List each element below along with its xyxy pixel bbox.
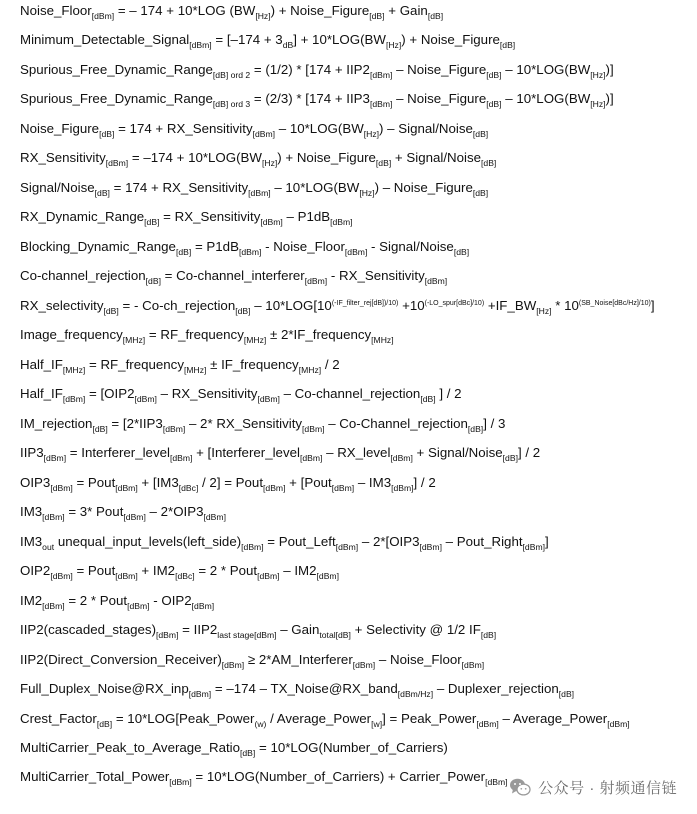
equation-text: – 2*[OIP3 — [358, 533, 420, 549]
subscript-unit: [dBm] — [50, 571, 73, 582]
equation-text: / 2 — [321, 356, 340, 372]
subscript-unit: [dB] — [486, 69, 502, 80]
equation-text: IIP3 — [20, 445, 44, 461]
equation-text: IM_rejection — [20, 415, 93, 431]
equation-text: – Noise_Floor — [375, 651, 462, 667]
equation-text: = P1dB — [191, 238, 239, 254]
equation-text: OIP3 — [20, 474, 51, 490]
subscript-unit: [dBm] — [419, 541, 442, 552]
subscript-unit: [dBm] — [299, 453, 323, 464]
equation-text: +IF_BW — [484, 297, 537, 313]
equation-text: Half_IF — [20, 386, 63, 402]
equation-text: = 174 + RX_Sensitivity — [109, 179, 249, 195]
equation-text: – IM2 — [279, 563, 317, 579]
equation-text: – Duplexer_rejection — [433, 681, 559, 697]
subscript-unit: [Hz] — [359, 187, 375, 198]
subscript-unit: [dB] ord 2 — [212, 69, 251, 80]
equation-text: = 2 * Pout — [64, 592, 128, 608]
subscript-unit: [dBm] — [241, 541, 264, 552]
subscript-unit: [dBm] — [607, 718, 630, 729]
equation-line — [20, 266, 447, 287]
equation-line — [20, 709, 630, 730]
equation-text: = RF_frequency — [145, 327, 244, 343]
equation-text: – RX_Sensitivity — [156, 386, 258, 402]
subscript-unit: [dB] — [420, 394, 436, 405]
equation-text: ] + 10*LOG(BW — [293, 32, 386, 48]
subscript-unit: [dBm] — [344, 246, 368, 257]
subscript-unit: [Hz] — [536, 305, 552, 316]
equation-text: ] / 2 — [435, 386, 462, 402]
equation-text: ] — [545, 533, 549, 549]
equation-text: = 2 * Pout — [194, 563, 258, 579]
subscript-unit: [dBm] — [42, 600, 65, 611]
equation-text: – 2* RX_Sensitivity — [185, 415, 303, 431]
subscript-unit: [dB] — [96, 718, 113, 729]
equation-line — [20, 296, 655, 319]
equation-text: + IM2 — [137, 563, 176, 579]
equation-text: – IM3 — [354, 474, 392, 490]
equation-line — [20, 591, 214, 612]
equation-text: RX_Sensitivity — [20, 150, 106, 166]
subscript-unit: [dBm] — [331, 482, 355, 493]
subscript-unit: [dB] — [480, 630, 497, 641]
subscript-unit: [dB] — [369, 11, 385, 21]
equation-text: ± 2*IF_frequency — [266, 327, 372, 343]
subscript-unit: [dBm] — [335, 541, 359, 552]
subscript-unit: [dBm] — [50, 482, 73, 493]
subscript-unit: [dB] — [502, 453, 518, 464]
equation-line — [20, 679, 574, 700]
subscript-unit: [dB] — [472, 187, 489, 198]
subscript-unit: out — [42, 541, 55, 552]
equation-text: Minimum_Detectable_Signal — [20, 32, 190, 48]
equation-text: ] / 2 — [517, 445, 541, 461]
subscript-unit: [dBm] — [316, 571, 339, 582]
equation-text: RX_selectivity — [20, 297, 104, 313]
equation-text: – Noise_Figure — [392, 91, 487, 107]
subscript-unit: [dBm] — [302, 423, 325, 434]
equation-text: – 10*LOG(BW — [501, 61, 591, 77]
equation-line — [20, 767, 508, 788]
equation-line — [20, 1, 443, 22]
equation-text: = 174 + RX_Sensitivity — [114, 120, 253, 136]
equation-text: = Pout_Left — [263, 533, 336, 549]
subscript-unit: [dBm] — [169, 777, 192, 788]
equation-text: = Co-channel_interferer — [160, 268, 305, 284]
subscript-unit: [dBm] — [476, 718, 499, 729]
equation-text: = [–174 + 3 — [211, 32, 283, 48]
subscript-unit: [dBm] — [221, 659, 245, 670]
subscript-unit: [dBc] — [178, 482, 199, 493]
equation-text: Noise_Figure — [20, 120, 100, 136]
equation-line — [20, 561, 339, 582]
superscript-exponent: (-IF_filter_rej[dB])/10) — [331, 299, 399, 307]
equation-text: - OIP2 — [149, 592, 192, 608]
subscript-unit: [dBm] — [390, 453, 413, 464]
equation-text: Spurious_Free_Dynamic_Range — [20, 91, 213, 107]
subscript-unit: [w] — [371, 718, 383, 729]
equation-text: = –174 + 10*LOG(BW — [128, 150, 262, 166]
subscript-unit: [dB] — [472, 128, 489, 139]
equation-text: ≥ 2*AM_Interferer — [244, 651, 353, 667]
subscript-unit: [dB] — [453, 246, 470, 257]
subscript-unit: [dB] — [144, 217, 160, 228]
equation-line — [20, 650, 484, 671]
equation-line — [20, 30, 515, 51]
equation-line — [20, 620, 496, 641]
subscript-unit: [dB] — [145, 276, 161, 287]
subscript-unit: [dBm] — [424, 276, 448, 287]
subscript-unit: [dB] — [427, 11, 444, 21]
subscript-unit: [dBm] — [127, 600, 150, 611]
equation-text: + Gain — [384, 3, 428, 18]
equation-line — [20, 502, 226, 523]
equation-text: ) – Noise_Figure — [374, 179, 473, 195]
equation-text: Full_Duplex_Noise@RX_inp — [20, 681, 189, 697]
equation-text: ] / 2 — [413, 474, 436, 490]
equation-text: IIP2(cascaded_stages) — [20, 622, 157, 638]
equation-text: OIP2 — [20, 563, 51, 579]
equation-text: RX_Dynamic_Range — [20, 209, 145, 225]
subscript-unit: [dBc] — [175, 571, 195, 582]
equation-text: – RX_level — [322, 445, 391, 461]
equation-text: ] — [650, 297, 655, 313]
subscript-unit: [dB] — [235, 305, 251, 316]
subscript-unit: [dBm] — [188, 689, 212, 700]
equation-text: IM3 — [20, 533, 43, 549]
equation-text: = Interferer_level — [66, 445, 170, 461]
equation-text: ) + Noise_Figure — [401, 32, 500, 48]
equation-line — [20, 237, 469, 258]
watermark-text: 公众号 · 射频通信链 — [538, 779, 677, 797]
equation-text: = (1/2) * [174 + IIP2 — [250, 61, 370, 77]
equation-text: = IIP2 — [178, 622, 218, 638]
subscript-unit: [dBm] — [391, 482, 414, 493]
equation-text: / 2] = Pout — [198, 474, 264, 490]
subscript-unit: total[dB] — [319, 630, 351, 641]
equation-text: – Noise_Figure — [392, 61, 487, 77]
subscript-unit: [dB] — [481, 158, 497, 169]
subscript-unit: [dB] — [375, 158, 392, 169]
subscript-unit: [Hz] — [261, 158, 278, 169]
subscript-unit: [dBm] — [189, 40, 212, 51]
equation-text: = 3* Pout — [64, 504, 124, 520]
equation-text: = – 174 + 10*LOG (BW — [114, 3, 256, 18]
equation-text: – 10*LOG(BW — [270, 179, 360, 195]
subscript-unit: [MHz] — [298, 364, 322, 375]
equation-line — [20, 473, 436, 494]
subscript-unit: [MHz] — [243, 335, 267, 346]
subscript-unit: [dBm] — [191, 600, 215, 611]
equation-text: = [2*IIP3 — [107, 415, 163, 431]
subscript-unit: [dBm] — [248, 187, 271, 198]
subscript-unit: [dBm] — [115, 571, 138, 582]
equation-text: - Noise_Floor — [261, 238, 345, 254]
equation-text: ] = Peak_Power — [382, 710, 477, 726]
subscript-unit: [dBm] — [238, 246, 262, 257]
subscript-unit: [dB] ord 3 — [212, 99, 251, 110]
equation-text: – 10*LOG(BW — [275, 120, 364, 136]
equation-text: = 10*LOG(Number_of_Carriers) — [255, 740, 448, 755]
subscript-unit: last stage[dBm] — [217, 630, 277, 641]
subscript-unit: [dBm] — [62, 394, 86, 405]
subscript-unit: [Hz] — [385, 40, 402, 51]
equation-line — [20, 148, 496, 169]
equation-text: – P1dB — [282, 209, 331, 225]
subscript-unit: [dBm] — [123, 512, 146, 523]
subscript-unit: [dBm] — [257, 571, 280, 582]
equation-text: IM3 — [20, 504, 43, 520]
equation-text: IM2 — [20, 592, 43, 608]
subscript-unit: [dBm] — [330, 217, 353, 228]
equation-line — [20, 414, 505, 435]
equation-line — [20, 207, 353, 228]
equation-text: ) + Noise_Figure — [277, 150, 376, 166]
subscript-unit: [dBm] — [260, 217, 283, 228]
subscript-unit: [MHz] — [183, 364, 207, 375]
subscript-unit: [dBm] — [43, 453, 67, 464]
subscript-unit: [dB] — [103, 305, 119, 316]
equation-text: = RX_Sensitivity — [159, 209, 261, 225]
equation-text: + [Pout — [285, 474, 332, 490]
subscript-unit: [MHz] — [371, 335, 394, 346]
subscript-unit: [dB] — [240, 748, 256, 758]
equation-text: + [Interferer_level — [192, 445, 300, 461]
subscript-unit: [MHz] — [122, 335, 146, 346]
subscript-unit: [dB] — [499, 40, 516, 51]
equation-text: = - Co-ch_rejection — [118, 297, 236, 313]
subscript-unit: [Hz] — [363, 128, 380, 139]
subscript-unit: [dBm] — [461, 659, 485, 670]
watermark — [509, 776, 677, 798]
subscript-unit: [dBm] — [257, 394, 280, 405]
subscript-unit: [dBm] — [352, 659, 376, 670]
equation-text: – 10*LOG[10 — [250, 297, 332, 313]
equation-text: Noise_Floor — [20, 3, 92, 18]
equation-text: Co-channel_rejection — [20, 268, 146, 284]
subscript-unit: [Hz] — [590, 69, 606, 80]
subscript-unit: [dB] — [467, 423, 484, 434]
equation-text: Half_IF — [20, 356, 63, 372]
subscript-unit: [dB] — [99, 128, 115, 139]
subscript-unit: [dBm] — [263, 482, 286, 493]
equation-line — [20, 532, 549, 553]
subscript-unit: [dBm] — [522, 541, 545, 552]
subscript-unit: [dB] — [486, 99, 502, 110]
equation-text: Crest_Factor — [20, 710, 97, 726]
equation-text: = [OIP2 — [85, 386, 135, 402]
equation-line — [20, 443, 540, 464]
equation-text: = RF_frequency — [85, 356, 184, 372]
equation-text: ] / 3 — [483, 415, 506, 431]
subscript-unit: [dBm] — [42, 512, 65, 523]
equation-text: = 10*LOG[Peak_Power — [112, 710, 255, 726]
equation-line — [20, 89, 614, 110]
subscript-unit: [dBm] — [115, 482, 138, 493]
equation-text: unequal_input_levels(left_side) — [54, 533, 242, 549]
subscript-unit: [dBm] — [369, 99, 393, 110]
superscript-exponent: (SB_Noise[dBc/Hz]/10) — [578, 299, 651, 307]
equation-text: / Average_Power — [266, 710, 372, 726]
equation-line — [20, 355, 340, 376]
equation-text: IIP2(Direct_Conversion_Receiver) — [20, 651, 222, 667]
equation-line — [20, 738, 448, 759]
equation-text: = Pout — [72, 474, 116, 490]
equation-text: + [IM3 — [137, 474, 179, 490]
equation-text: +10 — [398, 297, 425, 313]
equation-line — [20, 119, 488, 140]
subscript-unit: [Hz] — [590, 99, 606, 110]
subscript-unit: [dBm] — [169, 453, 193, 464]
subscript-unit: [dBm] — [252, 128, 276, 139]
equation-text: – Average_Power — [498, 710, 608, 726]
equation-text: )] — [605, 91, 614, 107]
subscript-unit: [MHz] — [62, 364, 86, 375]
equation-text: ) – Signal/Noise — [379, 120, 473, 136]
equation-text: + Selectivity @ 1/2 IF — [350, 622, 481, 638]
equation-text: = Pout — [72, 563, 116, 579]
subscript-unit: [dBm] — [105, 158, 129, 169]
subscript-unit: (w) — [254, 718, 267, 729]
equation-line — [20, 60, 614, 81]
subscript-unit: [dBm] — [162, 423, 186, 434]
equation-text: Blocking_Dynamic_Range — [20, 238, 176, 254]
equation-text: = (2/3) * [174 + IIP3 — [250, 91, 370, 107]
equation-line — [20, 178, 488, 199]
equation-text: )] — [605, 61, 614, 77]
equation-text: * 10 — [551, 297, 579, 313]
subscript-unit: [dBm] — [369, 69, 393, 80]
subscript-unit: [dBm] — [156, 630, 179, 641]
equation-text: - RX_Sensitivity — [327, 268, 425, 284]
subscript-unit: [dB] — [92, 423, 108, 434]
equation-text: + Signal/Noise — [412, 445, 503, 461]
equation-text: ± IF_frequency — [206, 356, 299, 372]
subscript-unit: [dB] — [175, 246, 192, 257]
subscript-unit: [dBm/Hz] — [397, 689, 434, 700]
equation-text: = –174 – TX_Noise@RX_band — [211, 681, 398, 697]
equation-text: MultiCarrier_Total_Power — [20, 769, 170, 785]
subscript-unit: [dBm] — [203, 512, 226, 523]
subscript-unit: dB — [282, 40, 294, 51]
subscript-unit: [Hz] — [255, 11, 271, 21]
subscript-unit: [dB] — [94, 187, 110, 198]
wechat-icon — [509, 776, 531, 798]
subscript-unit: [dBm] — [485, 777, 508, 788]
subscript-unit: [dBm] — [134, 394, 157, 405]
equation-text: Spurious_Free_Dynamic_Range — [20, 61, 213, 77]
equation-text: – Gain — [276, 622, 320, 638]
equation-text: Image_frequency — [20, 327, 123, 343]
subscript-unit: [dB] — [558, 689, 575, 700]
equation-text: – Co-Channel_rejection — [324, 415, 468, 431]
equation-text: – Pout_Right — [441, 533, 523, 549]
equation-text: – 10*LOG(BW — [501, 91, 591, 107]
equation-text: MultiCarrier_Peak_to_Average_Ratio — [20, 740, 241, 755]
equation-line — [20, 384, 462, 405]
equation-text: – 2*OIP3 — [145, 504, 204, 520]
subscript-unit: [dBm] — [91, 11, 115, 21]
equation-text: - Signal/Noise — [367, 238, 454, 254]
subscript-unit: [dBm] — [304, 276, 328, 287]
equation-line — [20, 325, 394, 346]
equation-text: + Signal/Noise — [391, 150, 482, 166]
equation-text: = 10*LOG(Number_of_Carriers) + Carrier_Power — [191, 769, 486, 785]
equation-text: – Co-channel_rejection — [279, 386, 421, 402]
superscript-exponent: (-LO_spur[dBc]/10) — [424, 299, 485, 307]
equation-text: Signal/Noise — [20, 179, 95, 195]
equation-text: ) + Noise_Figure — [270, 3, 370, 18]
